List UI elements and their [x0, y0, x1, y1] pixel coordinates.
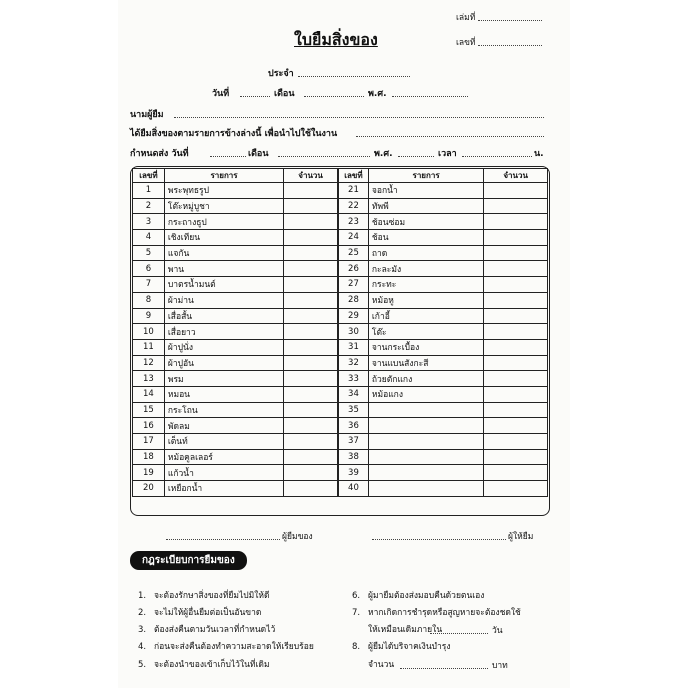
row-item: หม้อคูลเลอร์ [164, 449, 283, 465]
rule-text: หากเกิดการชำรุดหรือสูญหายจะต้องชดใช้ [368, 608, 521, 618]
time-label: เวลา [438, 149, 457, 159]
row-quantity-field[interactable] [484, 465, 548, 481]
row-quantity-field[interactable] [484, 308, 548, 324]
table-row [133, 245, 338, 261]
row-number: 10 [133, 324, 165, 340]
table-row [339, 277, 548, 293]
row-number: 2 [133, 198, 165, 214]
row-number: 5 [133, 245, 165, 261]
row-item [368, 402, 483, 418]
table-row [133, 292, 338, 308]
table-row [133, 230, 338, 246]
row-quantity-field[interactable] [484, 245, 548, 261]
row-quantity-field[interactable] [284, 230, 338, 246]
row-number: 8 [133, 292, 165, 308]
table-row [339, 245, 548, 261]
rule-item [138, 639, 314, 653]
col-header-qty: จำนวน [484, 169, 548, 183]
col-header-no: เลขที่ [133, 169, 165, 183]
row-item: ช้อนซ่อม [368, 214, 483, 230]
row-item: กระถางธูป [164, 214, 283, 230]
row-number: 34 [339, 386, 369, 402]
row-item: หม้อแกง [368, 386, 483, 402]
row-item: เชิงเทียน [164, 230, 283, 246]
borrower-signature-label: ผู้ให้ยืม [508, 532, 534, 542]
table-row [133, 214, 338, 230]
table-row [133, 324, 338, 340]
row-item: ผ้าม่าน [164, 292, 283, 308]
rule-item [138, 657, 270, 671]
row-item: พาน [164, 261, 283, 277]
row-item: ทัพพี [368, 198, 483, 214]
table-row [339, 371, 548, 387]
row-quantity-field[interactable] [284, 402, 338, 418]
row-number: 24 [339, 230, 369, 246]
row-item: หมอน [164, 386, 283, 402]
row-number: 18 [133, 449, 165, 465]
row-item: แก้วน้ำ [164, 465, 283, 481]
rule-item [352, 639, 451, 653]
table-row [133, 308, 338, 324]
row-item: พรม [164, 371, 283, 387]
row-quantity-field[interactable] [484, 324, 548, 340]
row-item: เหยือกน้ำ [164, 481, 283, 497]
row-item: กระโถน [164, 402, 283, 418]
repair-days-field[interactable] [430, 633, 488, 634]
date-label: วันที่ [212, 89, 230, 99]
row-number: 37 [339, 434, 369, 450]
row-quantity-field[interactable] [284, 434, 338, 450]
row-number: 21 [339, 183, 369, 199]
row-number: 33 [339, 371, 369, 387]
table-row [339, 183, 548, 199]
rule-text: ให้เหมือนเดิมภายใน [368, 625, 443, 635]
rule-number: 8. [352, 642, 361, 652]
row-number: 39 [339, 465, 369, 481]
rule-text: จะไม่ให้ผู้อื่นยืมต่อเป็นอันขาด [154, 608, 262, 618]
rule-text: ผู้มายืมต้องส่งมอบคืนด้วยตนเอง [368, 591, 485, 601]
row-quantity-field[interactable] [484, 449, 548, 465]
row-number: 26 [339, 261, 369, 277]
table-row [133, 402, 338, 418]
belongs-to-label: ประจำ [268, 69, 294, 79]
date-year-field[interactable] [392, 96, 468, 97]
row-item: จอกน้ำ [368, 183, 483, 199]
rule-number: 2. [138, 608, 147, 618]
row-item [368, 418, 483, 434]
table-row [339, 292, 548, 308]
due-month-field[interactable] [278, 156, 370, 157]
row-quantity-field[interactable] [284, 198, 338, 214]
due-date-label: กำหนดส่ง วันที่ [130, 149, 189, 159]
row-item [368, 449, 483, 465]
purpose-label: ได้ยืมสิ่งของตามรายการข้างล่างนี้ เพื่อนำไปใช้ในงาน [130, 129, 338, 139]
row-item: ผ้าปูอัน [164, 355, 283, 371]
row-quantity-field[interactable] [284, 183, 338, 199]
row-quantity-field[interactable] [284, 449, 338, 465]
row-item: โต๊ะหมู่บูชา [164, 198, 283, 214]
due-day-field[interactable] [210, 156, 246, 157]
book-no-field[interactable] [478, 20, 542, 21]
rule-item [138, 588, 270, 602]
row-item: จานกระเบื้อง [368, 339, 483, 355]
rule-text: จะต้องรักษาสิ่งของที่ยืมไปมิให้ดี [154, 591, 270, 601]
row-item: บาตรน้ำมนต์ [164, 277, 283, 293]
doc-no-field[interactable] [478, 45, 542, 46]
table-row [339, 465, 548, 481]
row-item: เต็นท์ [164, 434, 283, 450]
row-number: 29 [339, 308, 369, 324]
table-row [339, 230, 548, 246]
items-table-right [338, 168, 548, 497]
col-header-qty: จำนวน [284, 169, 338, 183]
rule-text: จะต้องนำของเข้าเก็บไว้ในที่เดิม [154, 660, 270, 670]
table-row [133, 277, 338, 293]
row-quantity-field[interactable] [484, 355, 548, 371]
rule-text: ผู้ยืมได้บริจาคเงินบำรุง [368, 642, 451, 652]
row-number: 22 [339, 198, 369, 214]
row-quantity-field[interactable] [284, 386, 338, 402]
row-quantity-field[interactable] [284, 261, 338, 277]
row-quantity-field[interactable] [484, 386, 548, 402]
table-row [133, 261, 338, 277]
rule-item [138, 605, 261, 619]
row-item: ช้อน [368, 230, 483, 246]
row-quantity-field[interactable] [284, 324, 338, 340]
table-row [339, 261, 548, 277]
row-quantity-field[interactable] [284, 371, 338, 387]
row-quantity-field[interactable] [284, 308, 338, 324]
rules-heading: กฎระเบียบการยืมของ [130, 551, 247, 570]
due-year-field[interactable] [398, 156, 434, 157]
row-quantity-field[interactable] [284, 355, 338, 371]
table-row [133, 355, 338, 371]
row-quantity-field[interactable] [284, 277, 338, 293]
table-row [133, 386, 338, 402]
belongs-to-field[interactable] [298, 76, 410, 77]
day-unit: วัน [492, 626, 503, 636]
rule-text: ต้องส่งคืนตามวันเวลาที่กำหนดไว้ [154, 625, 276, 635]
row-item: หม้อหู [368, 292, 483, 308]
table-row [133, 465, 338, 481]
items-table-left [132, 168, 338, 497]
row-number: 9 [133, 308, 165, 324]
table-row [339, 449, 548, 465]
date-month-field[interactable] [304, 96, 364, 97]
row-quantity-field[interactable] [284, 418, 338, 434]
row-item: แจกัน [164, 245, 283, 261]
row-number: 4 [133, 230, 165, 246]
row-item: กระทะ [368, 277, 483, 293]
row-number: 17 [133, 434, 165, 450]
row-number: 20 [133, 481, 165, 497]
row-quantity-field[interactable] [484, 230, 548, 246]
table-row [339, 402, 548, 418]
time-field[interactable] [462, 156, 532, 157]
row-quantity-field[interactable] [484, 481, 548, 497]
row-quantity-field[interactable] [284, 214, 338, 230]
table-row [339, 481, 548, 497]
table-row [133, 198, 338, 214]
row-quantity-field[interactable] [484, 261, 548, 277]
purpose-field[interactable] [356, 136, 544, 137]
row-quantity-field[interactable] [484, 198, 548, 214]
baht-unit: บาท [492, 661, 508, 671]
row-number: 23 [339, 214, 369, 230]
row-item: เก้าอี้ [368, 308, 483, 324]
donation-amount-field[interactable] [400, 668, 488, 669]
due-month-label: เดือน [248, 149, 269, 159]
row-number: 30 [339, 324, 369, 340]
row-quantity-field[interactable] [284, 481, 338, 497]
book-no-label: เล่มที่ [456, 13, 476, 23]
table-row [133, 449, 338, 465]
col-header-no: เลขที่ [339, 169, 369, 183]
row-number: 28 [339, 292, 369, 308]
table-row [133, 418, 338, 434]
row-item [368, 465, 483, 481]
row-item: ถ้วยตักแกง [368, 371, 483, 387]
row-item [368, 481, 483, 497]
row-quantity-field[interactable] [484, 434, 548, 450]
lender-signature-field[interactable] [166, 539, 280, 540]
table-row [339, 324, 548, 340]
row-number: 16 [133, 418, 165, 434]
row-quantity-field[interactable] [484, 183, 548, 199]
row-item: พัดลม [164, 418, 283, 434]
col-header-item: รายการ [164, 169, 283, 183]
row-item [368, 434, 483, 450]
row-number: 15 [133, 402, 165, 418]
row-quantity-field[interactable] [284, 292, 338, 308]
row-quantity-field[interactable] [484, 339, 548, 355]
doc-no-label: เลขที่ [456, 38, 476, 48]
table-row [339, 434, 548, 450]
row-number: 40 [339, 481, 369, 497]
rule-item [352, 622, 442, 636]
row-quantity-field[interactable] [284, 465, 338, 481]
row-number: 3 [133, 214, 165, 230]
row-number: 6 [133, 261, 165, 277]
row-number: 27 [339, 277, 369, 293]
borrower-label: นามผู้ยืม [130, 110, 164, 120]
row-item: โต๊ะ [368, 324, 483, 340]
date-day-field[interactable] [240, 96, 270, 97]
row-number: 31 [339, 339, 369, 355]
table-row [339, 418, 548, 434]
row-item: ถาด [368, 245, 483, 261]
table-row [133, 183, 338, 199]
row-number: 35 [339, 402, 369, 418]
borrower-signature-field[interactable] [372, 539, 506, 540]
row-item: จานแบนสังกะสี [368, 355, 483, 371]
col-header-item: รายการ [368, 169, 483, 183]
row-number: 19 [133, 465, 165, 481]
row-number: 7 [133, 277, 165, 293]
table-row [339, 308, 548, 324]
row-number: 36 [339, 418, 369, 434]
row-quantity-field[interactable] [484, 277, 548, 293]
table-row [339, 198, 548, 214]
row-quantity-field[interactable] [484, 214, 548, 230]
form-sheet [118, 0, 570, 688]
table-row [339, 355, 548, 371]
month-label: เดือน [274, 89, 295, 99]
table-row [133, 339, 338, 355]
rule-number: 6. [352, 591, 361, 601]
hour-unit: น. [534, 149, 544, 159]
row-item: เสื่อยาว [164, 324, 283, 340]
table-row [133, 481, 338, 497]
year-label: พ.ศ. [368, 89, 387, 99]
row-item: เสื่อสั้น [164, 308, 283, 324]
row-number: 11 [133, 339, 165, 355]
rule-item [352, 605, 521, 619]
lender-signature-label: ผู้ยืมของ [282, 532, 313, 542]
table-row [339, 214, 548, 230]
borrower-field[interactable] [174, 117, 544, 118]
rule-item [352, 588, 484, 602]
page-title: ใบยืมสิ่งของ [294, 30, 378, 49]
rule-number: 3. [138, 625, 147, 635]
row-quantity-field[interactable] [284, 245, 338, 261]
row-number: 14 [133, 386, 165, 402]
row-quantity-field[interactable] [484, 418, 548, 434]
due-year-label: พ.ศ. [374, 149, 393, 159]
rule-item [138, 622, 275, 636]
row-item: กะละมัง [368, 261, 483, 277]
rule-number: 5. [138, 660, 147, 670]
row-number: 38 [339, 449, 369, 465]
row-number: 32 [339, 355, 369, 371]
row-number: 12 [133, 355, 165, 371]
rule-text: จำนวน [368, 660, 395, 670]
row-quantity-field[interactable] [484, 402, 548, 418]
table-row [339, 339, 548, 355]
table-row [133, 371, 338, 387]
rule-text: ก่อนจะส่งคืนต้องทำความสะอาดให้เรียบร้อย [154, 642, 314, 652]
row-number: 13 [133, 371, 165, 387]
rule-number: 7. [352, 608, 361, 618]
row-item: พระพุทธรูป [164, 183, 283, 199]
rule-number: 1. [138, 591, 147, 601]
row-number: 1 [133, 183, 165, 199]
row-item: ผ้าปูนั่ง [164, 339, 283, 355]
row-quantity-field[interactable] [484, 371, 548, 387]
row-quantity-field[interactable] [484, 292, 548, 308]
table-row [133, 434, 338, 450]
rule-number: 4. [138, 642, 147, 652]
table-row [339, 386, 548, 402]
row-number: 25 [339, 245, 369, 261]
rule-item [352, 657, 394, 671]
row-quantity-field[interactable] [284, 339, 338, 355]
